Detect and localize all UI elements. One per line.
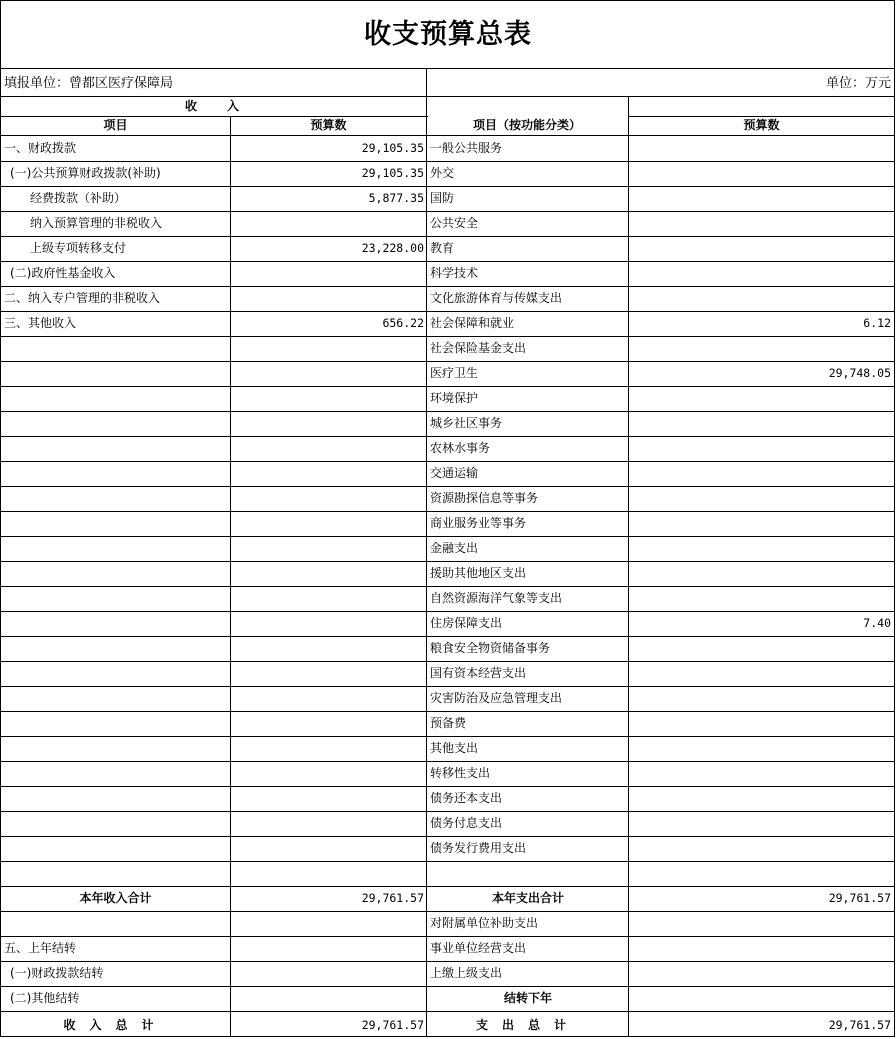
grid-line bbox=[0, 986, 895, 987]
income-item-label: 上级专项转移支付 bbox=[30, 241, 127, 255]
income-year-total-label: 本年收入合计 bbox=[79, 891, 152, 905]
expense-item-label: 社会保障和就业 bbox=[430, 316, 515, 330]
expense-item-label: 公共安全 bbox=[430, 216, 479, 230]
grid-line bbox=[0, 861, 895, 862]
income-item-label: 纳入预算管理的非税收入 bbox=[30, 216, 163, 230]
expense-item-label: 文化旅游体育与传媒支出 bbox=[430, 291, 563, 305]
grid-line bbox=[0, 711, 895, 712]
expense-item-label: 一般公共服务 bbox=[430, 141, 503, 155]
grid-line bbox=[0, 511, 895, 512]
expense-item-label: 环境保护 bbox=[430, 391, 479, 405]
grid-line bbox=[0, 536, 895, 537]
expense-item-label: 债务还本支出 bbox=[430, 791, 503, 805]
expense-item-label: 科学技术 bbox=[430, 266, 479, 280]
col-header-function-budget: 预算数 bbox=[743, 118, 780, 132]
income-budget-value: 23,228.00 bbox=[361, 241, 424, 255]
income-carryover-label: (一)财政拨款结转 bbox=[10, 966, 104, 980]
grid-line bbox=[0, 286, 895, 287]
grid-line bbox=[0, 611, 895, 612]
expense-item-label: 农林水事务 bbox=[430, 441, 491, 455]
expense-item-label: 援助其他地区支出 bbox=[430, 566, 527, 580]
currency-unit-label: 单位：万元 bbox=[825, 76, 891, 91]
grid-line bbox=[230, 116, 231, 1037]
grid-line bbox=[0, 386, 895, 387]
income-budget-value: 29,105.35 bbox=[361, 141, 424, 155]
income-item-label: 二、纳入专户管理的非税收入 bbox=[4, 291, 161, 305]
expense-grand-total-value: 29,761.57 bbox=[828, 1018, 891, 1032]
income-item-label: 一、财政拨款 bbox=[4, 141, 77, 155]
expense-item-label: 商业服务业等事务 bbox=[430, 516, 527, 530]
income-budget-value: 5,877.35 bbox=[368, 191, 424, 205]
income-item-label: (一)公共预算财政拨款(补助) bbox=[10, 166, 161, 180]
grid-line bbox=[0, 261, 895, 262]
expense-item-label: 其他支出 bbox=[430, 741, 479, 755]
grid-line bbox=[426, 68, 427, 1037]
grid-line bbox=[0, 911, 895, 912]
expense-budget-value: 6.12 bbox=[863, 316, 891, 330]
expense-item-label: 债务发行费用支出 bbox=[430, 841, 527, 855]
grid-line bbox=[0, 336, 895, 337]
page-title: 收支预算总表 bbox=[364, 19, 532, 50]
grid-line bbox=[0, 0, 895, 1]
expense-item-label: 预备费 bbox=[430, 716, 467, 730]
expense-grand-total-label: 支出总计 bbox=[475, 1018, 580, 1032]
grid-line bbox=[0, 636, 895, 637]
expense-item-label: 国有资本经营支出 bbox=[430, 666, 527, 680]
grid-line bbox=[0, 186, 895, 187]
col-header-item: 项目 bbox=[103, 118, 128, 132]
grid-line bbox=[0, 411, 895, 412]
grid-line bbox=[0, 361, 895, 362]
grid-line bbox=[0, 886, 895, 887]
expense-item-label: 教育 bbox=[430, 241, 455, 255]
grid-line bbox=[0, 961, 895, 962]
expense-item-label: 国防 bbox=[430, 191, 455, 205]
grid-line bbox=[0, 786, 895, 787]
grid-line bbox=[0, 1036, 895, 1037]
col-header-budget: 预算数 bbox=[310, 118, 347, 132]
grid-line bbox=[0, 461, 895, 462]
income-carryover-label: 五、上年结转 bbox=[4, 941, 77, 955]
grid-line bbox=[0, 561, 895, 562]
grid-line bbox=[0, 0, 1, 1037]
grid-line bbox=[628, 96, 629, 1037]
grid-line bbox=[0, 661, 895, 662]
expense-item-label: 债务付息支出 bbox=[430, 816, 503, 830]
income-grand-total-value: 29,761.57 bbox=[361, 1018, 424, 1032]
grid-line bbox=[0, 96, 895, 97]
expense-item-label: 交通运输 bbox=[430, 466, 479, 480]
grid-line bbox=[0, 236, 895, 237]
grid-line bbox=[894, 0, 895, 1037]
grid-line bbox=[629, 116, 895, 117]
expense-item-label: 转移性支出 bbox=[430, 766, 491, 780]
expense-item-label: 医疗卫生 bbox=[430, 366, 479, 380]
expense-other-label: 事业单位经营支出 bbox=[430, 941, 527, 955]
filler-unit-label: 填报单位：曾都区医疗保障局 bbox=[4, 76, 174, 91]
grid-line bbox=[0, 311, 895, 312]
expense-item-label: 城乡社区事务 bbox=[430, 416, 503, 430]
income-item-label: 经费拨款（补助） bbox=[30, 191, 127, 205]
grid-line bbox=[0, 761, 895, 762]
income-budget-value: 29,105.35 bbox=[361, 166, 424, 180]
expense-year-total-label: 本年支出合计 bbox=[491, 891, 564, 905]
expense-budget-value: 29,748.05 bbox=[828, 366, 891, 380]
grid-line bbox=[0, 1011, 895, 1012]
expense-other-label: 对附属单位补助支出 bbox=[430, 916, 539, 930]
grid-line bbox=[0, 135, 895, 136]
grid-line bbox=[0, 686, 895, 687]
expense-item-label: 自然资源海洋气象等支出 bbox=[430, 591, 563, 605]
expense-item-label: 灾害防治及应急管理支出 bbox=[430, 691, 563, 705]
grid-line bbox=[0, 436, 895, 437]
col-header-function-item: 项目（按功能分类） bbox=[472, 118, 581, 132]
expense-item-label: 资源勘探信息等事务 bbox=[430, 491, 539, 505]
income-item-label: 三、其他收入 bbox=[4, 316, 77, 330]
expense-item-label: 粮食安全物资储备事务 bbox=[430, 641, 551, 655]
grid-line bbox=[0, 161, 895, 162]
grid-line bbox=[0, 836, 895, 837]
grid-line bbox=[0, 68, 895, 69]
expense-other-label: 上缴上级支出 bbox=[430, 966, 503, 980]
income-section-header: 收 入 bbox=[184, 99, 241, 113]
expense-budget-value: 7.40 bbox=[863, 616, 891, 630]
income-budget-value: 656.22 bbox=[382, 316, 424, 330]
grid-line bbox=[0, 811, 895, 812]
income-grand-total-label: 收入总计 bbox=[63, 1018, 168, 1032]
grid-line bbox=[0, 586, 895, 587]
grid-line bbox=[0, 116, 428, 117]
expense-item-label: 外交 bbox=[430, 166, 455, 180]
grid-line bbox=[0, 486, 895, 487]
expense-item-label: 住房保障支出 bbox=[430, 616, 503, 630]
grid-line bbox=[0, 936, 895, 937]
income-carryover-label: (二)其他结转 bbox=[10, 991, 80, 1005]
grid-line bbox=[0, 211, 895, 212]
income-item-label: (二)政府性基金收入 bbox=[10, 266, 116, 280]
expense-year-total-value: 29,761.57 bbox=[828, 891, 891, 905]
grid-line bbox=[0, 736, 895, 737]
income-year-total-value: 29,761.57 bbox=[361, 891, 424, 905]
expense-carryover-label: 结转下年 bbox=[503, 991, 552, 1005]
expense-item-label: 金融支出 bbox=[430, 541, 479, 555]
expense-item-label: 社会保险基金支出 bbox=[430, 341, 527, 355]
